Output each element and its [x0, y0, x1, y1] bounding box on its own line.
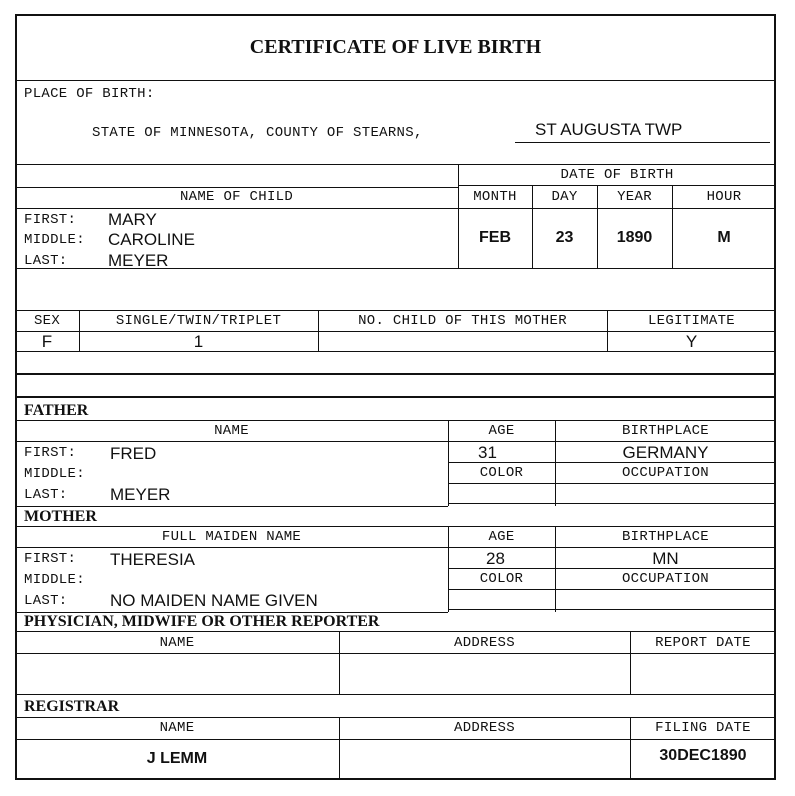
hour-label: HOUR — [706, 189, 742, 205]
father-middle-label: MIDDLE: — [24, 466, 85, 482]
mother-occupation-label: OCCUPATION — [621, 571, 709, 587]
rule — [448, 609, 776, 610]
rule — [15, 717, 776, 718]
child-first-label: FIRST: — [24, 212, 77, 228]
mother-age: 28 — [486, 549, 505, 568]
legitimate-value: Y — [685, 332, 698, 351]
rule-thick — [15, 373, 776, 375]
mother-heading: MOTHER — [24, 508, 97, 525]
rule — [15, 526, 776, 527]
father-last-label: LAST: — [24, 487, 68, 503]
rule — [15, 694, 776, 695]
father-occupation-label: OCCUPATION — [621, 465, 709, 481]
day-label: DAY — [551, 189, 578, 205]
rule — [448, 589, 776, 590]
father-heading: FATHER — [24, 402, 89, 419]
mother-birthplace: MN — [652, 549, 679, 568]
filing-date: 30DEC1890 — [659, 747, 747, 764]
rule-thick — [15, 396, 776, 398]
mother-last-name: NO MAIDEN NAME GIVEN — [110, 591, 318, 610]
father-first-label: FIRST: — [24, 445, 77, 461]
legitimate-label: LEGITIMATE — [647, 313, 735, 329]
child-last-name: MEYER — [108, 251, 169, 270]
mother-last-label: LAST: — [24, 593, 68, 609]
rule — [15, 164, 776, 165]
mother-age-label: AGE — [488, 529, 515, 545]
sex-value: F — [41, 332, 53, 351]
name-of-child-label: NAME OF CHILD — [179, 189, 294, 205]
rule — [15, 631, 776, 632]
physician-name-label: NAME — [159, 635, 195, 651]
place-of-birth-label: PLACE OF BIRTH: — [24, 86, 155, 102]
birth-hour: M — [717, 229, 731, 246]
registrar-heading: REGISTRAR — [24, 698, 120, 715]
child-first-name: MARY — [108, 210, 157, 229]
rule — [15, 506, 448, 507]
father-name-label: NAME — [214, 423, 249, 439]
filing-date-label: FILING DATE — [655, 720, 751, 736]
sex-label: SEX — [33, 313, 61, 329]
rule — [458, 185, 776, 186]
child-last-label: LAST: — [24, 253, 68, 269]
certificate-title: CERTIFICATE OF LIVE BIRTH — [249, 36, 542, 58]
registrar-name: J LEMM — [146, 750, 208, 767]
rule — [448, 503, 776, 504]
father-birthplace: GERMANY — [622, 443, 709, 462]
rule — [15, 310, 776, 311]
father-birthplace-label: BIRTHPLACE — [621, 423, 709, 439]
rule — [15, 547, 776, 548]
rule — [15, 208, 776, 209]
plurality-value: 1 — [193, 332, 204, 351]
plurality-label: SINGLE/TWIN/TRIPLET — [115, 313, 282, 329]
registrar-address-label: ADDRESS — [454, 720, 515, 736]
father-age: 31 — [478, 443, 497, 462]
rule — [448, 483, 776, 484]
birth-day: 23 — [555, 229, 574, 246]
rule — [15, 653, 776, 654]
child-middle-label: MIDDLE: — [24, 232, 85, 248]
rule — [15, 441, 776, 442]
registrar-name-label: NAME — [159, 720, 195, 736]
physician-address-label: ADDRESS — [454, 635, 515, 651]
father-first-name: FRED — [110, 444, 157, 463]
mother-birthplace-label: BIRTHPLACE — [621, 529, 709, 545]
father-age-label: AGE — [488, 423, 515, 439]
township-value: ST AUGUSTA TWP — [535, 120, 683, 139]
birth-month: FEB — [479, 229, 511, 246]
birth-year: 1890 — [616, 229, 653, 246]
physician-heading: PHYSICIAN, MIDWIFE OR OTHER REPORTER — [24, 613, 380, 630]
place-of-birth-prefix: STATE OF MINNESOTA, COUNTY OF STEARNS, — [92, 125, 423, 141]
rule — [15, 187, 458, 188]
child-number-label: NO. CHILD OF THIS MOTHER — [358, 313, 567, 329]
rule — [15, 80, 776, 81]
month-label: MONTH — [473, 189, 517, 205]
rule — [15, 420, 776, 421]
township-underline — [515, 142, 770, 143]
date-of-birth-label: DATE OF BIRTH — [560, 167, 674, 183]
mother-middle-label: MIDDLE: — [24, 572, 85, 588]
father-last-name: MEYER — [110, 485, 171, 504]
rule — [15, 739, 776, 740]
mother-color-label: COLOR — [479, 571, 524, 587]
year-label: YEAR — [617, 189, 652, 205]
mother-name-label: FULL MAIDEN NAME — [161, 529, 302, 545]
father-color-label: COLOR — [479, 465, 524, 481]
child-middle-name: CAROLINE — [108, 230, 195, 249]
mother-first-name: THERESIA — [110, 550, 196, 569]
mother-first-label: FIRST: — [24, 551, 77, 567]
report-date-label: REPORT DATE — [655, 635, 751, 651]
